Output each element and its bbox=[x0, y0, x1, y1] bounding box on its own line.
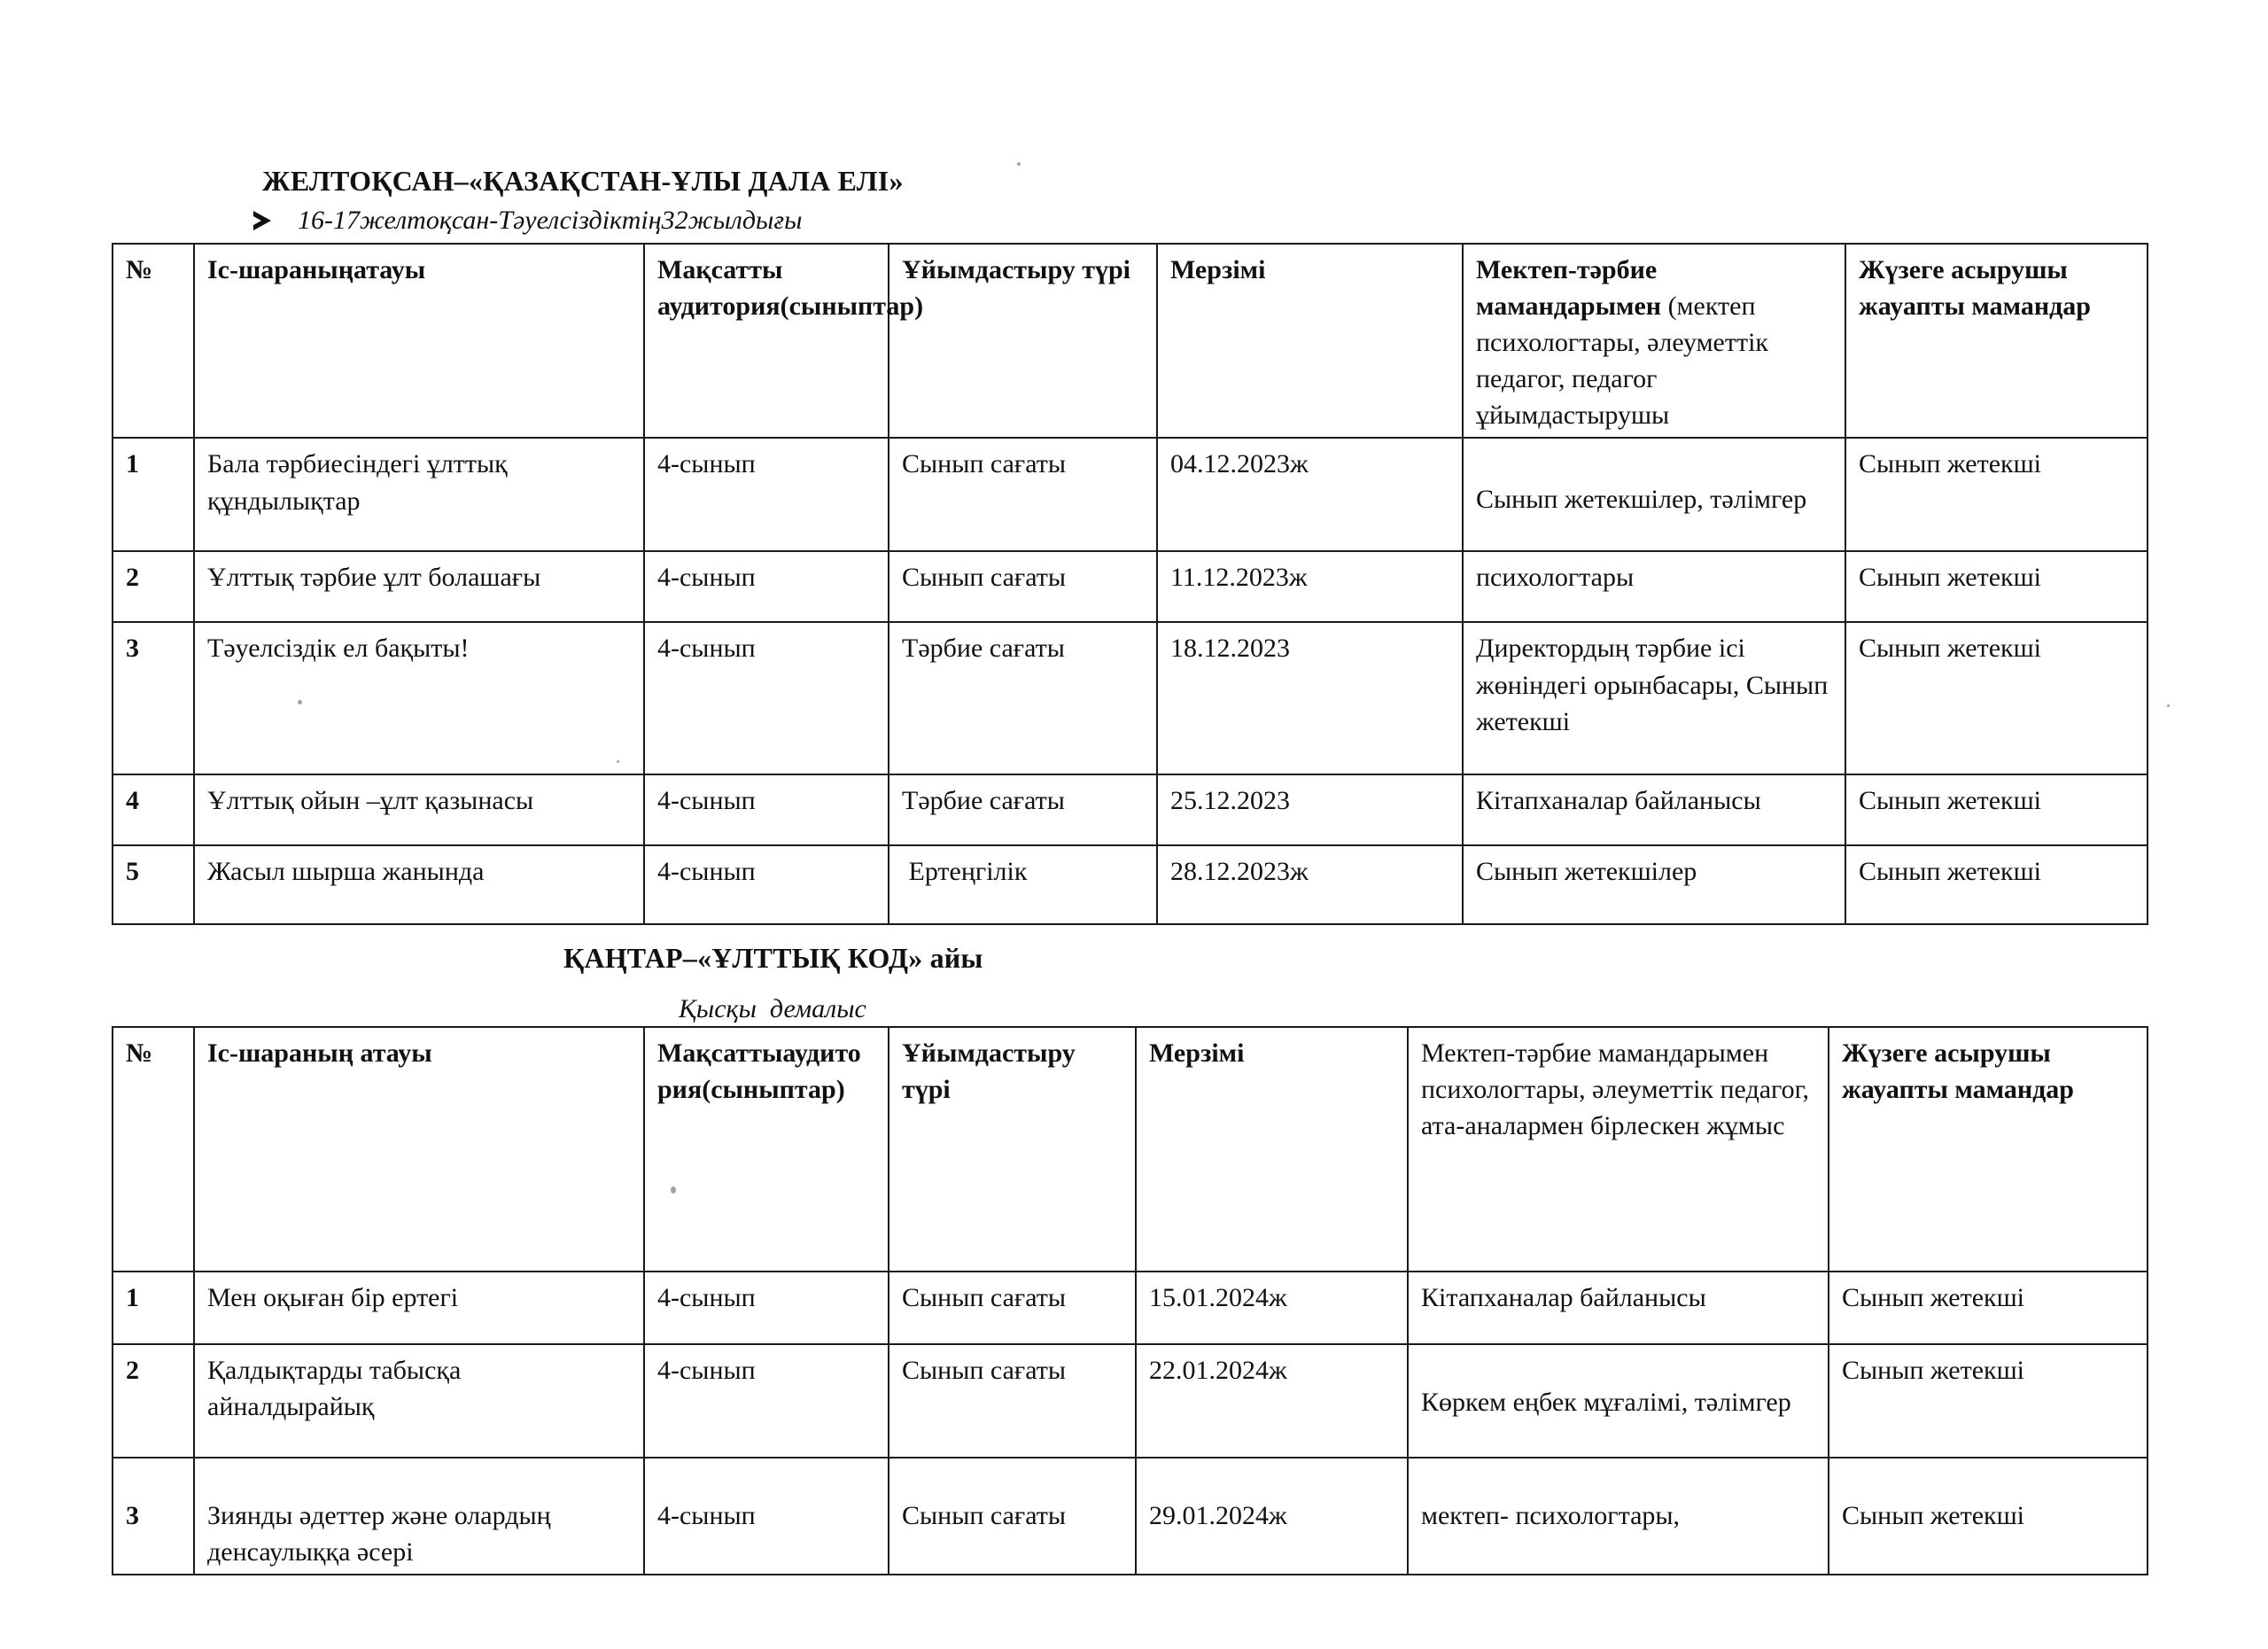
row-num bbox=[113, 1458, 194, 1575]
december-subtitle-line bbox=[253, 206, 802, 236]
row-form: Сынып сағаты bbox=[889, 1272, 1136, 1344]
table-header-row bbox=[113, 1027, 2148, 1272]
header-responsible: Жүзеге асырушы жауапты мамандар bbox=[1845, 244, 2148, 438]
row-date: 11.12.2023ж bbox=[1157, 551, 1463, 622]
row-num: 5 bbox=[113, 845, 194, 924]
row-form: Сынып сағаты bbox=[889, 551, 1157, 622]
row-responsible: Сынып жетекші bbox=[1845, 438, 2148, 551]
row-name: Тәуелсіздік ел бақыты! bbox=[194, 622, 644, 774]
row-date: 25.12.2023 bbox=[1157, 774, 1463, 845]
row-date: 28.12.2023ж bbox=[1157, 845, 1463, 924]
header-specialists: Мектеп-тәрбие мамандарымен психологтары, әлеуметтік педагог, ата-аналармен бірлескен жұмыс bbox=[1408, 1027, 1829, 1272]
row-form: Ертеңгілік bbox=[889, 845, 1157, 924]
january-title: ҚАҢТАР–«ҰЛТТЫҚ КОД» айы bbox=[563, 942, 983, 974]
january-table bbox=[112, 1026, 2148, 1575]
row-specialists: Кітапханалар байланысы bbox=[1463, 774, 1845, 845]
row-responsible: Сынып жетекші bbox=[1845, 845, 2148, 924]
row-responsible: Сынып жетекші bbox=[1845, 551, 2148, 622]
january-subtitle: Қысқы демалыс bbox=[679, 994, 866, 1023]
row-num: 2 bbox=[113, 551, 194, 622]
row-specialists-text: мектеп- психологтары, bbox=[1421, 1501, 1681, 1530]
row-name: Ұлттық тәрбие ұлт болашағы bbox=[194, 551, 644, 622]
row-date: 18.12.2023 bbox=[1157, 622, 1463, 774]
header-form: Ұйымдастыру түрі bbox=[889, 244, 1157, 438]
row-num-text: 3 bbox=[126, 1501, 139, 1530]
row-num: 4 bbox=[113, 774, 194, 845]
row-responsible: Сынып жетекші bbox=[1845, 622, 2148, 774]
row-name: Ұлттық ойын –ұлт қазынасы bbox=[194, 774, 644, 845]
december-subtitle: 16-17желтоқсан-Тәуелсіздіктің32жылдығы bbox=[298, 206, 803, 235]
row-num: 3 bbox=[113, 622, 194, 774]
row-name: Қалдықтарды табысқа айналдырайық bbox=[194, 1344, 644, 1458]
row-responsible: Сынып жетекші bbox=[1829, 1272, 2148, 1344]
row-audience: 4-сынып bbox=[644, 622, 889, 774]
header-specialists-rest: (мектеп психологтары, әлеуметтік педагог, педагог ұйымдастырушы bbox=[1476, 292, 1768, 431]
row-name-text: Зиянды әдеттер және олардың денсаулыққа әсері bbox=[207, 1501, 551, 1567]
december-title: ЖЕЛТОҚСАН–«ҚАЗАҚСТАН-ҰЛЫ ДАЛА ЕЛІ» bbox=[262, 165, 904, 197]
arrow-bullet-icon bbox=[253, 211, 271, 230]
table-row bbox=[113, 622, 2148, 774]
row-form: Сынып сағаты bbox=[889, 438, 1157, 551]
row-name: Бала тәрбиесіндегі ұлттық құндылықтар bbox=[194, 438, 644, 551]
row-date: 04.12.2023ж bbox=[1157, 438, 1463, 551]
row-form: Сынып сағаты bbox=[889, 1344, 1136, 1458]
table-row bbox=[113, 438, 2148, 551]
header-date: Мерзімі bbox=[1157, 244, 1463, 438]
row-form: Тәрбие сағаты bbox=[889, 622, 1157, 774]
row-specialists-text: Сынып жетекшілер, тәлімгер bbox=[1476, 485, 1807, 515]
row-form: Тәрбие сағаты bbox=[889, 774, 1157, 845]
header-responsible: Жүзеге асырушы жауапты мамандар bbox=[1829, 1027, 2148, 1272]
header-num: № bbox=[113, 1027, 194, 1272]
row-audience: 4-сынып bbox=[644, 774, 889, 845]
table-row bbox=[113, 1458, 2148, 1575]
row-specialists bbox=[1408, 1458, 1829, 1575]
row-num: 2 bbox=[113, 1344, 194, 1458]
row-form-text: Сынып сағаты bbox=[902, 1501, 1067, 1530]
row-specialists bbox=[1463, 438, 1845, 551]
row-responsible: Сынып жетекші bbox=[1829, 1344, 2148, 1458]
december-table bbox=[112, 243, 2148, 925]
row-date: 22.01.2024ж bbox=[1136, 1344, 1408, 1458]
row-responsible bbox=[1829, 1458, 2148, 1575]
header-audience: Мақсатты аудитория(сыныптар) bbox=[644, 244, 889, 438]
table-row bbox=[113, 1344, 2148, 1458]
table-row bbox=[113, 774, 2148, 845]
row-date bbox=[1136, 1458, 1408, 1575]
row-specialists: Директордың тәрбие ісі жөніндегі орынбасары, Сынып жетекші bbox=[1463, 622, 1845, 774]
scan-speck bbox=[2167, 704, 2170, 707]
row-audience: 4-сынып bbox=[644, 551, 889, 622]
header-name: Іс-шараның атауы bbox=[194, 1027, 644, 1272]
row-audience: 4-сынып bbox=[644, 1272, 889, 1344]
row-specialists: Кітапханалар байланысы bbox=[1408, 1272, 1829, 1344]
table-header-row bbox=[113, 244, 2148, 438]
row-audience bbox=[644, 1458, 889, 1575]
row-specialists: психологтары bbox=[1463, 551, 1845, 622]
row-audience: 4-сынып bbox=[644, 438, 889, 551]
scan-speck bbox=[1017, 162, 1021, 166]
header-form: Ұйымдастыру түрі bbox=[889, 1027, 1136, 1272]
row-name bbox=[194, 1458, 644, 1575]
header-name: Іс-шараныңатауы bbox=[194, 244, 644, 438]
row-audience: 4-сынып bbox=[644, 1344, 889, 1458]
header-num: № bbox=[113, 244, 194, 438]
row-date-text: 29.01.2024ж bbox=[1149, 1501, 1287, 1530]
row-form bbox=[889, 1458, 1136, 1575]
row-specialists bbox=[1408, 1344, 1829, 1458]
row-num: 1 bbox=[113, 438, 194, 551]
row-specialists: Сынып жетекшілер bbox=[1463, 845, 1845, 924]
header-audience: Мақсаттыаудитория(сыныптар) bbox=[644, 1027, 889, 1272]
row-audience-text: 4-сынып bbox=[657, 1501, 756, 1530]
row-num: 1 bbox=[113, 1272, 194, 1344]
row-responsible: Сынып жетекші bbox=[1845, 774, 2148, 845]
row-name: Жасыл шырша жанында bbox=[194, 845, 644, 924]
row-specialists-text: Көркем еңбек мұғалімі, тәлімгер bbox=[1421, 1388, 1791, 1417]
table-row bbox=[113, 1272, 2148, 1344]
header-date: Мерзімі bbox=[1136, 1027, 1408, 1272]
row-audience: 4-сынып bbox=[644, 845, 889, 924]
row-date: 15.01.2024ж bbox=[1136, 1272, 1408, 1344]
row-responsible-text: Сынып жетекші bbox=[1842, 1501, 2025, 1530]
table-row bbox=[113, 845, 2148, 924]
row-name: Мен оқыған бір ертегі bbox=[194, 1272, 644, 1344]
table-row bbox=[113, 551, 2148, 622]
header-specialists-bold: Мектеп-тәрбие мамандарымен bbox=[1476, 255, 1662, 322]
header-specialists bbox=[1463, 244, 1845, 438]
